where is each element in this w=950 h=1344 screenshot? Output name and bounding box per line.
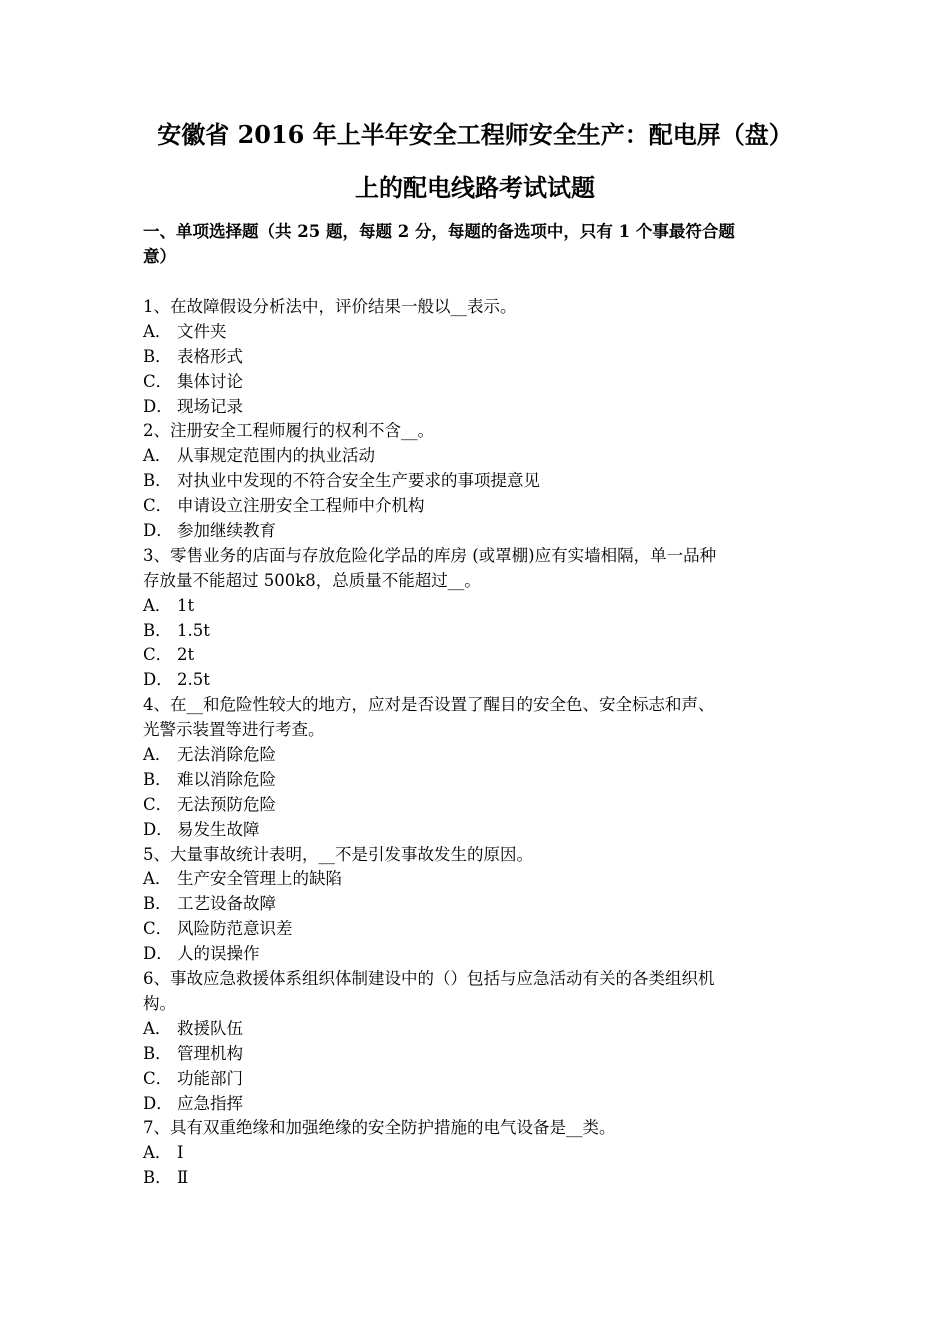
option-text: 集体讨论 [177,371,243,391]
question-stem-line: 存放量不能超过 500k8，总质量不能超过__。 [143,570,481,590]
answer-option [143,867,813,892]
answer-option [143,494,813,519]
option-letter: B． [143,346,172,366]
option-letter: C． [143,919,173,939]
option-text: 应急指挥 [177,1093,243,1113]
answer-option [143,469,813,494]
answer-option [143,768,813,793]
answer-option [143,818,813,843]
option-text: 难以消除危险 [177,769,276,789]
question-stem-line: 1、在故障假设分析法中，评价结果一般以__表示。 [143,297,517,316]
option-letter: B． [143,471,172,491]
option-text: 对执业中发现的不符合安全生产要求的事项提意见 [177,471,540,491]
answer-option [143,668,813,693]
option-letter: B． [143,1168,172,1188]
option-letter: A． [143,446,172,466]
option-text: Ⅱ [177,1168,189,1188]
question-stem-line: 4、在__和危险性较大的地方，应对是否设置了醒目的安全色、安全标志和声、 [143,695,715,715]
option-text: Ⅰ [177,1143,184,1163]
option-text: 救援队伍 [177,1018,243,1038]
option-text: 风险防范意识差 [177,919,293,939]
answer-option [143,1067,813,1092]
option-text: 人的误操作 [177,944,260,964]
option-text: 现场记录 [177,396,243,416]
answer-option [143,793,813,818]
option-text: 2t [177,645,195,665]
question-stem-line: 构。 [143,993,176,1013]
option-letter: C． [143,794,173,814]
option-letter: D． [143,396,173,416]
question-stem-line: 光警示装置等进行考查。 [143,720,325,740]
question-item [143,419,813,543]
question-stem-line: 6、事故应急救援体系组织体制建设中的（）包括与应急活动有关的各类组织机 [143,969,715,989]
option-letter: C． [143,496,173,516]
option-letter: C． [143,371,173,391]
question-item [143,295,813,419]
option-text: 管理机构 [177,1043,243,1063]
answer-option [143,619,813,644]
answer-option [143,917,813,942]
question-item [143,693,813,842]
answer-option [143,594,813,619]
answer-option [143,444,813,469]
option-text: 文件夹 [177,321,227,341]
option-text: 参加继续教育 [177,521,276,541]
question-stem-line: 2、注册安全工程师履行的权利不含__。 [143,421,434,441]
question-stem-line: 3、零售业务的店面与存放危险化学品的库房 (或罩棚)应有实墙相隔，单一品种 [143,545,717,565]
option-letter: D． [143,819,173,839]
answer-option [143,743,813,768]
option-letter: B． [143,769,172,789]
option-text: 1.5t [177,620,210,640]
answer-option [143,942,813,967]
answer-option [143,1042,813,1067]
option-text: 无法消除危险 [177,745,276,765]
document-title-line-2: 上的配电线路考试试题 [355,173,595,202]
question-item [143,843,813,967]
answer-option [143,395,813,420]
option-text: 2.5t [177,670,210,690]
option-letter: B． [143,1043,172,1063]
document-title-line-1: 安徽省 2016 年上半年安全工程师安全生产：配电屏（盘） [157,120,793,149]
option-text: 从事规定范围内的执业活动 [177,446,375,466]
answer-option [143,519,813,544]
answer-option [143,1092,813,1117]
section-heading [143,219,813,269]
option-text: 申请设立注册安全工程师中介机构 [177,496,425,516]
option-letter: A． [143,869,172,889]
answer-option [143,643,813,668]
question-list [143,295,813,1191]
question-item [143,1116,813,1191]
option-text: 工艺设备故障 [177,894,276,914]
question-stem-line: 5、大量事故统计表明，__不是引发事故发生的原因。 [143,844,533,864]
option-letter: A． [143,321,172,341]
option-letter: A． [143,745,172,765]
option-letter: D． [143,670,173,690]
option-letter: D． [143,521,173,541]
option-text: 功能部门 [177,1068,243,1088]
option-letter: A． [143,1018,172,1038]
question-item [143,967,813,1116]
option-letter: B． [143,620,172,640]
answer-option [143,320,813,345]
section-heading-line-1: 一、单项选择题（共 25 题，每题 2 分，每题的备选项中，只有 1 个事最符合题 [143,222,735,241]
option-text: 1t [177,595,195,615]
option-letter: C． [143,1068,173,1088]
answer-option [143,1141,813,1166]
option-text: 易发生故障 [177,819,260,839]
option-text: 生产安全管理上的缺陷 [177,869,342,889]
option-letter: D． [143,1093,173,1113]
answer-option [143,345,813,370]
option-letter: A． [143,595,172,615]
answer-option [143,1017,813,1042]
answer-option [143,1166,813,1191]
section-heading-line-2: 意） [143,247,176,266]
question-stem-line: 7、具有双重绝缘和加强绝缘的安全防护措施的电气设备是__类。 [143,1118,616,1138]
option-letter: C． [143,645,173,665]
option-letter: B． [143,894,172,914]
option-text: 无法预防危险 [177,794,276,814]
question-item [143,544,813,693]
answer-option [143,892,813,917]
option-letter: D． [143,944,173,964]
answer-option [143,370,813,395]
option-letter: A． [143,1143,172,1163]
option-text: 表格形式 [177,346,243,366]
